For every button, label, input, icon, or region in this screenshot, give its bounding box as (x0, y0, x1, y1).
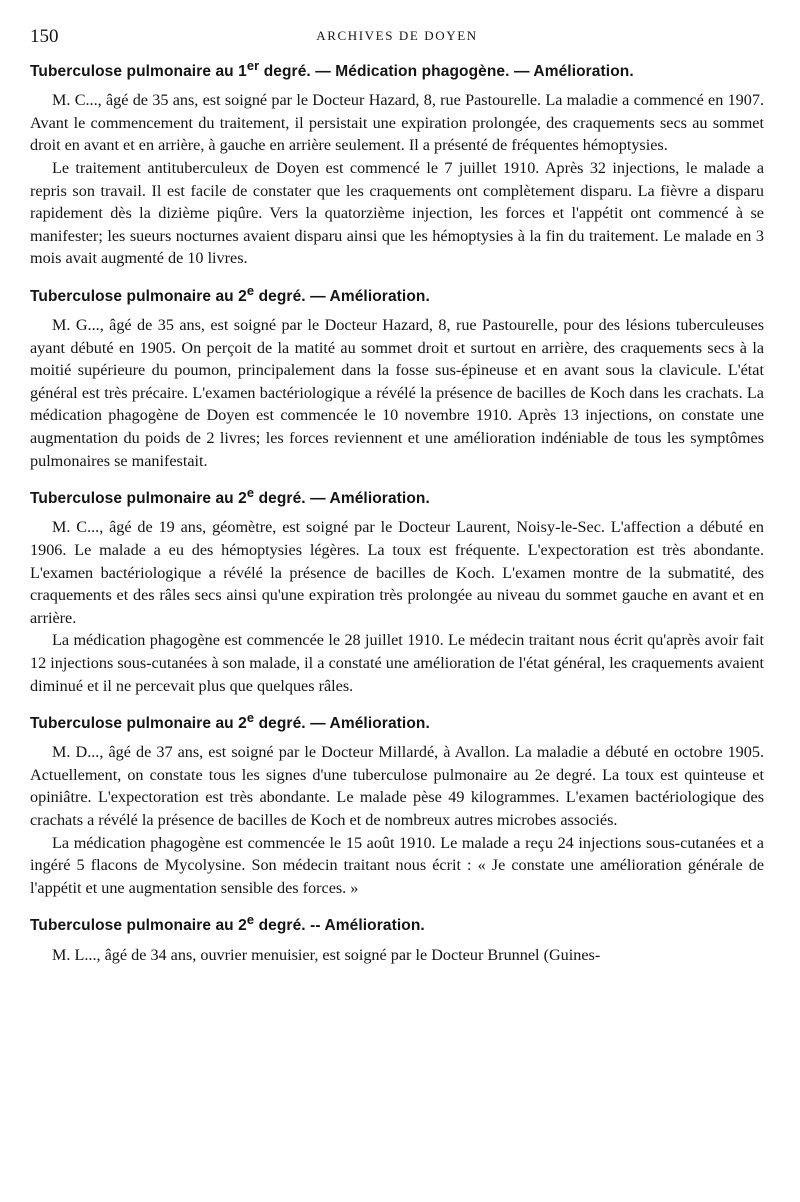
case-entry (30, 58, 764, 270)
journal-title: ARCHIVES DE DOYEN (316, 28, 478, 43)
case-heading-text: Tuberculose pulmonaire au 1 (30, 63, 247, 81)
case-heading-text: degré. -- Amélioration. (254, 917, 425, 935)
case-paragraph: M. D..., âgé de 37 ans, est soigné par le Docteur Millardé, à Avallon. La maladie a débuté en octobre 1905. Actuellement, on constate tous les signes d'une tuberculose pulmonaire au 2e degré. La toux est quinteuse et opiniâtre. L'expectoration est très abondante. Le malade pèse 49 kilogrammes. L'examen bactériologique des crachats a révélé la présence de bacilles de Koch et de nombreux autres microbes associés. (30, 743, 764, 830)
case-entry (30, 283, 764, 472)
page-number: 150 (30, 26, 59, 47)
case-heading-text: Tuberculose pulmonaire au 2 (30, 917, 247, 935)
case-heading-text: degré. — Amélioration. (254, 490, 430, 508)
case-entry (30, 485, 764, 697)
case-paragraph: La médication phagogène est commencée le 28 juillet 1910. Le médecin traitant nous écrit qu'après avoir fait 12 injections sous-cutanées à son malade, il a constaté une amélioration de l'état général, les craquements avaient diminué et il ne percevait plus que quelques râles. (30, 631, 764, 695)
case-heading-superscript: e (246, 710, 255, 726)
case-heading (30, 58, 764, 81)
case-heading (30, 912, 764, 935)
case-heading-superscript: er (246, 58, 260, 73)
case-heading-text: Tuberculose pulmonaire au 2 (30, 288, 247, 306)
case-heading (30, 485, 764, 508)
case-heading-text: degré. — Amélioration. (254, 288, 430, 306)
case-heading-text: Tuberculose pulmonaire au 2 (30, 715, 247, 733)
case-entry (30, 710, 764, 899)
case-paragraph: Le traitement antituberculeux de Doyen est commencé le 7 juillet 1910. Après 32 injections, le malade a repris son travail. Il est facile de constater que les craquements ont complètement disparu. La fièvre a disparu rapidement dès la dizième piqûre. Vers la quatorzième injection, les forces et l'appétit ont commencé à se manifester; les sueurs nocturnes avaient disparu ainsi que les hémoptysies à la fin du traitement. Le malade en 3 mois avait augmenté de 10 livres. (30, 158, 764, 268)
case-heading-superscript: e (246, 485, 255, 501)
case-heading-superscript: e (246, 912, 255, 928)
case-heading-text: Tuberculose pulmonaire au 2 (30, 490, 247, 508)
case-heading (30, 283, 764, 306)
case-paragraph: M. G..., âgé de 35 ans, est soigné par le Docteur Hazard, 8, rue Pastourelle, pour des lésions tuberculeuses ayant débuté en 1905. On perçoit de la matité au sommet droit et surtout en arrière, des craquements secs à la moitié supérieure du poumon, principalement dans la fosse sus-épineuse et en avant sous la clavicule. L'état général est très précaire. L'examen bactériologique a révélé la présence de bacilles de Koch dans les crachats. La médication phagogène de Doyen est commencée le 10 novembre 1910. Après 13 injections, on constate une augmentation du poids de 2 livres; les forces reviennent et une amélioration indéniable de tous les symptômes pulmonaires se manifestait. (30, 316, 764, 470)
case-paragraph: La médication phagogène est commencée le 15 août 1910. Le malade a reçu 24 injections sous-cutanées et a ingéré 5 flacons de Mycolysine. Son médecin traitant nous écrit : « Je constate une amélioration générale de l'appétit et une augmentation sensible des forces. » (30, 833, 764, 897)
case-heading (30, 710, 764, 733)
case-paragraph: M. C..., âgé de 35 ans, est soigné par le Docteur Hazard, 8, rue Pastourelle. La maladie a commencé en 1907. Avant le commencement du traitement, il persistait une expiration prolongée, des craquements secs au sommet droit en avant et en arrière, à gauche en arrière seulement. Il a présenté de fréquentes hémoptysies. (30, 91, 764, 155)
case-heading-text: degré. — Amélioration. (254, 715, 430, 733)
case-paragraph: M. C..., âgé de 19 ans, géomètre, est soigné par le Docteur Laurent, Noisy-le-Sec. L'affection a débuté en 1906. Le malade a eu des hémoptysies légères. La toux est fréquente. L'expectoration est très abondante. L'examen bactériologique a révélé la présence de bacilles de Koch. L'examen montre de la submatité, des craquements et des râles secs ainsi qu'une expiration très prolongée au niveau du sommet gauche en avant et en arrière. (30, 518, 764, 627)
case-entry (30, 912, 764, 966)
case-paragraph: M. L..., âgé de 34 ans, ouvrier menuisier, est soigné par le Docteur Brunnel (Guines- (52, 945, 601, 964)
running-head (30, 20, 764, 54)
case-heading-superscript: e (246, 282, 255, 298)
case-heading-text: degré. — Médication phagogène. — Amélioration. (259, 63, 634, 81)
